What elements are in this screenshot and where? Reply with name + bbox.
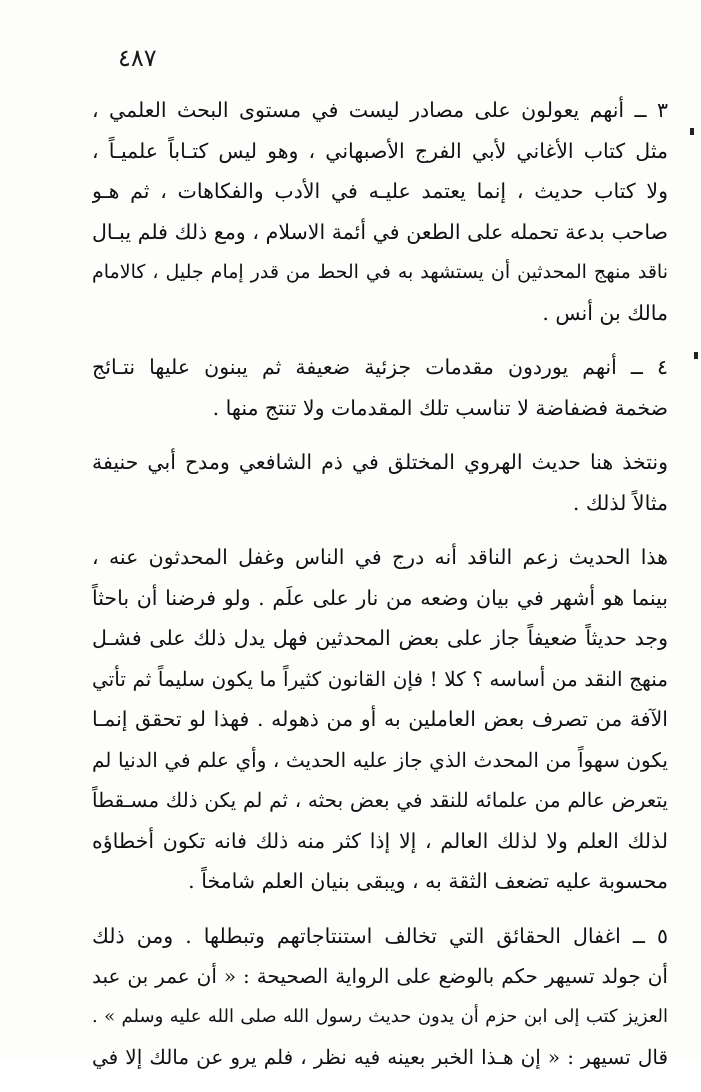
text-line: ٣ ــ أنهم يعولون على مصادر ليست في مستوى البحث العلمي ، bbox=[92, 98, 668, 122]
text-line: يتعرض عالم من علمائه للنقد في بعض بحثه ، ثم لم يكن ذلك مسـقطاً bbox=[92, 788, 668, 812]
text-line: مثل كتاب الأغاني لأبي الفرج الأصبهاني ، وهو ليس كتـاباً علميـاً ، bbox=[92, 138, 668, 163]
text-line: ولا كتاب حديث ، إنما يعتمد عليـه في الأدب والفكاهات ، ثم هـو bbox=[92, 179, 668, 203]
margin-mark bbox=[690, 128, 694, 135]
text-line: منهج النقد من أساسه ؟ كلا ! فإن القانون كثيراً ما يكون سليماً ثم تأتي bbox=[92, 666, 668, 691]
page-number: ٤٨٧ bbox=[118, 44, 157, 72]
paragraph-item-5 bbox=[92, 916, 668, 1078]
text-line: مالك بن أنس . bbox=[542, 300, 668, 325]
text-line: ونتخذ هنا حديث الهروي المختلق في ذم الشافعي ومدح أبي حنيفة bbox=[92, 450, 668, 474]
paragraph-item-4 bbox=[92, 347, 668, 428]
body-text bbox=[92, 90, 668, 1092]
text-line: ناقد منهج المحدثين أن يستشهد به في الحط من قدر إمام جليل ، كالامام bbox=[92, 261, 668, 283]
text-line: بينما هو أشهر في بيان وضعه من نار على علَم . ولو فرضنا أن باحثاً bbox=[92, 585, 668, 610]
text-line: هذا الحديث زعم الناقد أنه درج في الناس وغفل المحدثون عنه ، bbox=[92, 545, 668, 569]
text-line: الآفة من تصرف بعض العاملين به أو من ذهوله . فهذا لو تحقق إنمـا bbox=[92, 707, 668, 731]
text-line: أن جولد تسيهر حكم بالوضع على الرواية الصحيحة : « أن عمر بن عبد bbox=[92, 964, 668, 988]
margin-mark bbox=[694, 352, 698, 359]
text-line: وجد حديثاً ضعيفاً جاز على بعض المحدثين فهل يدل ذلك على فشـل bbox=[92, 626, 668, 650]
text-line: لذلك العلم ولا لذلك العالم ، إلا إذا كثر منه ذلك فانه تكون أخطاؤه bbox=[92, 828, 668, 853]
text-line: قال تسيهر : « إن هـذا الخبر بعينه فيه نظر ، فلم يرو عن مالك إلا في bbox=[92, 1045, 668, 1069]
text-line: ٤ ــ أنهم يوردون مقدمات جزئية ضعيفة ثم يبنون عليها نتـائج bbox=[92, 355, 668, 379]
paragraph-item-3 bbox=[92, 90, 668, 333]
text-line: يكون سهواً من المحدث الذي جاز عليه الحديث ، وأي علم في الدنيا لم bbox=[92, 747, 668, 772]
text-line: صاحب بدعة تحمله على الطعن في أئمة الاسلام ، ومع ذلك فلم يبـال bbox=[92, 219, 668, 244]
paragraph-example bbox=[92, 442, 668, 523]
text-line: ضخمة فضفاضة لا تناسب تلك المقدمات ولا تنتج منها . bbox=[212, 395, 668, 420]
text-line: العزيز كتب إلى ابن حزم أن يدون حديث رسول الله صلى الله عليه وسلم » . bbox=[92, 1005, 668, 1027]
paragraph-discussion bbox=[92, 537, 668, 902]
text-line: مثالاً لذلك . bbox=[572, 490, 668, 515]
text-line: محسوبة عليه تضعف الثقة به ، ويبقى بنيان العلم شامخاً . bbox=[188, 869, 668, 893]
text-line: ٥ ــ اغفال الحقائق التي تخالف استنتاجاتهم وتبطلها . ومن ذلك bbox=[92, 923, 668, 948]
